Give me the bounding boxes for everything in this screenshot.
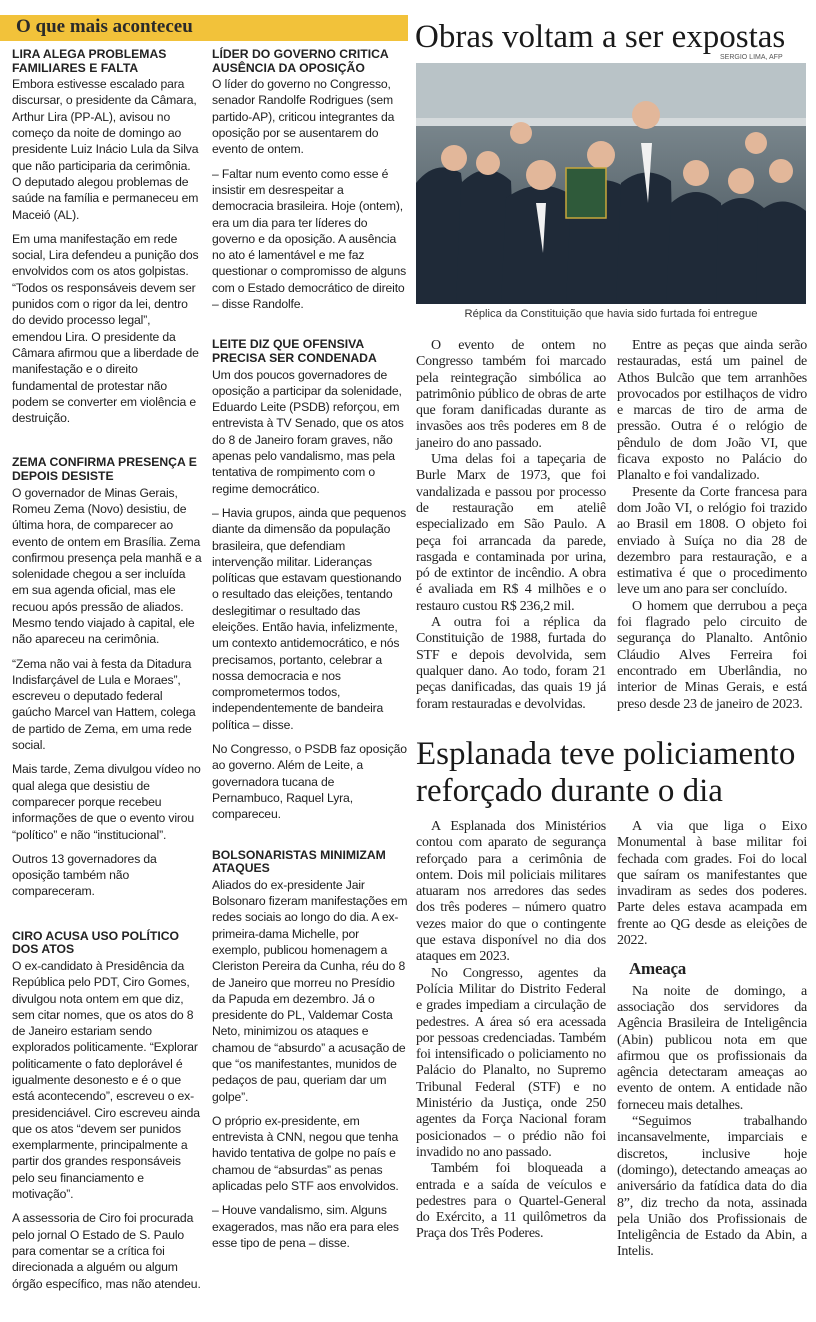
story-paragraph: No Congresso, o PSDB faz oposição ao governo. Além de Leite, a governadora tucana de Pernambuco, Raquel Lyra, compareceu. [212, 742, 407, 822]
middle-column [212, 48, 408, 1277]
story-paragraph: Aliados do ex-presidente Jair Bolsonaro fizeram manifestações em redes sociais ao longo do dia. A ex-primeira-dama Michelle, por exemplo, publicou homenagem a Cleriston Pereira da Cunha, réu do 8 de Janeiro que morreu no Presídio da Papuda em dezembro. Já o presidente do PL, Valdemar Costa Neto, minimizou os ataques e chamou de “absurdo” a acusação de que “os manifestantes, munidos de pedaços de pau, queriam dar um golpe”. [212, 877, 408, 1104]
article-paragraph: Também foi bloqueada a entrada e a saída de veículos e pedestres para o Quartel-General do Exército, a 11 quilômetros da Praça dos Três Poderes. [416, 1161, 606, 1242]
story-paragraph: O líder do governo no Congresso, senador Randolfe Rodrigues (sem partido-AP), criticou integrantes da oposição por se ausentarem do evento de ontem. [212, 77, 395, 157]
article-paragraph: Presente da Corte francesa para dom João VI, o relógio foi trazido ao Brasil em 1808. O objeto foi enviado à Suíça no dia 28 de dezembro para restauração, e a estimativa é que o procedimento leve um ano para ser concluído. [617, 484, 807, 598]
story-paragraph: Em uma manifestação em rede social, Lira defendeu a punição dos envolvidos com os atos golpistas. “Todos os responsáveis devem ser punidos com o rigor da lei, dentro do devido processo legal”, emendou Lira. O presidente da Câmara afirmou que a liberdade de manifestação e o direito fundamental de protestar não podem se converter em violência e destruição. [12, 231, 199, 426]
article-paragraph: A outra foi a réplica da Constituição de 1988, furtada do STF e depois devolvida, sem qualquer dano. Ao todo, foram 21 peças danificadas, das quais 19 já foram restauradas e devolvidas. [416, 615, 606, 712]
article2-subhead: Ameaça [629, 959, 687, 979]
story-paragraph: Embora estivesse escalado para discursar, o presidente da Câmara, Arthur Lira (PP-AL), avisou no começo da noite de domingo ao presidente Luiz Inácio Lula da Silva que não participaria da cerimônia. O deputado alegou problemas de saúde na família e permaneceu em Maceió (AL). [12, 77, 199, 222]
article2-column-1 [416, 819, 606, 1243]
story-paragraph: Mais tarde, Zema divulgou vídeo no qual alega que desistiu de comparecer porque recebeu informações de que o evento virou “político” e não “institucional”. [12, 762, 201, 842]
story-paragraph: “Zema não vai à festa da Ditadura Indisfarçável de Lula e Moraes”, escreveu o deputado federal gaúcho Marcel van Hattem, colega de partido de Zema, em uma rede social. [12, 656, 196, 753]
article2-title: Esplanada teve policiamento reforçado durante o dia [416, 736, 796, 809]
left-column [12, 48, 202, 1322]
sidebar-story [212, 338, 408, 822]
photo-caption: Réplica da Constituição que havia sido furtada foi entregue [464, 308, 758, 320]
sidebar-story [212, 48, 408, 312]
article-paragraph: No Congresso, agentes da Polícia Militar do Distrito Federal e grades impediam a circulação de pedestres. A área só era acessada por pessoas credenciadas. Também foi intensificado o policiamento no Palácio do Planalto, no Supremo Tribunal Federal (STF) e no Ministério da Justiça, onde 250 agentes da Força Nacional foram posicionados – o prédio não foi invadido no ano passado. [416, 965, 606, 1160]
article-paragraph: Na noite de domingo, a associação dos servidores da Agência Brasileira de Inteligência (Abin) publicou nota em que afirmou que os profissionais da agência detectaram ameaças ao evento de ontem. A entidade não forneceu mais detalhes. [617, 983, 807, 1113]
story-headline: LEITE DIZ QUE OFENSIVA PRECISA SER CONDENADA [212, 337, 377, 365]
story-headline: LÍDER DO GOVERNO CRITICA AUSÊNCIA DA OPOSIÇÃO [212, 47, 389, 75]
story-paragraph: A assessoria de Ciro foi procurada pelo jornal O Estado de S. Paulo para comentar se a crítica foi direcionada a alguém ou algum órgão específico, mas não atendeu. [12, 1211, 201, 1291]
story-paragraph: O próprio ex-presidente, em entrevista à CNN, negou que tenha havido tentativa de golpe no país e chamou de “absurdas” as penas aplicadas pelo STF aos envolvidos. [212, 1113, 399, 1194]
sidebar-story [212, 849, 408, 1252]
ceremony-photo [416, 63, 806, 304]
story-paragraph: – Havia grupos, ainda que pequenos diante da dimensão da população brasileira, que defendiam intervenção militar. Lideranças políticas que estavam questionando o resultado das eleições, tentando deslegitimar o resultado das eleições. Então havia, infelizmente, um contexto antidemocrático, e nós precisamos, portanto, celebrar a nossa democracia e nos comprometermos todos, independentemente de bandeira política – disse. [212, 505, 407, 732]
ceremony-photo-illustration [416, 63, 806, 304]
story-paragraph: O ex-candidato à Presidência da República pelo PDT, Ciro Gomes, divulgou nota ontem em que diz, sem citar nomes, que os atos do 8 de Janeiro estariam sendo explorados politicamente. “Explorar politicamente o fato deplorável é igualmente desonesto e é o que está acontecendo”, escreveu o ex-presidenciável. Ciro escreveu ainda que os atos “devem ser punidos exemplarmente, principalmente a partir dos grandes responsáveis pelo seu financiamento e motivação”. [12, 958, 200, 1202]
article1-title: Obras voltam a ser expostas [415, 19, 786, 55]
article-paragraph: “Seguimos trabalhando incansavelmente, imparciais e discretos, inclusive hoje (domingo), detectando ameaças ao aniversário da fatídica data do dia 8”, diz trecho da nota, assinada pela União dos Profissionais de Inteligência de Estado da Abin, a Intelis. [617, 1114, 807, 1260]
story-paragraph: – Houve vandalismo, sim. Alguns exagerados, mas não era para eles esse tipo de pena – disse. [212, 1203, 399, 1250]
story-headline: ZEMA CONFIRMA PRESENÇA E DEPOIS DESISTE [12, 455, 197, 484]
photo-credit: SERGIO LIMA, AFP [720, 54, 783, 61]
article2-column-2 [617, 819, 807, 1261]
article-paragraph: O homem que derrubou a peça foi flagrado pelo circuito de segurança do Planalto. Antônio Cláudio Alves Ferreira foi encontrado em Uberlândia, no interior de Minas Gerais, e está preso desde 23 de janeiro de 2023. [617, 598, 807, 712]
section-header-title: O que mais aconteceu [16, 16, 193, 37]
story-headline: CIRO ACUSA USO POLÍTICO DOS ATOS [12, 928, 180, 957]
article-paragraph: A via que liga o Eixo Monumental à base militar foi fechada com grades. Foi do local que saíram os manifestantes que invadiram as sedes dos poderes. Parte deles estava acampada em frente ao QG desde as eleições de 2022. [617, 819, 807, 949]
article1-column-2 [617, 338, 807, 713]
story-paragraph: Outros 13 governadores da oposição também não compareceram. [12, 851, 157, 899]
story-paragraph: O governador de Minas Gerais, Romeu Zema (Novo) desistiu, de última hora, de comparecer ao evento de ontem em Brasília. Zema confirmou presença pela manhã e a solenidade chegou a ser incluída em sua agenda oficial, mas ele recuou após pressão de aliados. Mesmo tendo viajado à capital, ele não apareceu na cerimônia. [12, 485, 202, 647]
sidebar-story [12, 48, 202, 426]
story-paragraph: – Faltar num evento como esse é insistir em desrespeitar a democracia brasileira. Hoje (ontem), era um dia para ter líderes do governo e da oposição. A ausência no ato é lamentável e me faz questionar o compromisso de alguns com o Estado democrático de direito – disse Randolfe. [212, 166, 407, 312]
article-paragraph: A Esplanada dos Ministérios contou com aparato de segurança reforçado para a cerimônia de ontem. Dois mil policiais militares atuaram nos arredores das sedes dos três poderes – número quatro vezes maior do que o contingente que estava disponível no dia dos ataques em 2023. [416, 819, 606, 965]
article1-column-1 [416, 338, 606, 713]
article-paragraph: Entre as peças que ainda serão restauradas, está um painel de Athos Bulcão que tem arranhões provocados por estilhaços de vidro e marcas de tiro de arma de pressão. Outra é o relógio de pêndulo de dom João VI, que ficava exposto no Palácio do Planalto e foi vandalizado. [617, 338, 807, 484]
story-headline: BOLSONARISTAS MINIMIZAM ATAQUES [212, 847, 386, 876]
article-paragraph: Uma delas foi a tapeçaria de Burle Marx de 1973, que foi vandalizada e passou por processo de restauração em ateliê especializado em São Paulo. A peça foi arrancada da parede, rasgada e contaminada por urina, pó de extintor de incêndio. A obra é avaliada em R$ 4 milhões e o restauro custou R$ 236,2 mil. [416, 452, 606, 614]
sidebar-story [12, 456, 202, 899]
article-paragraph: O evento de ontem no Congresso também foi marcado pela reintegração simbólica ao patrimônio público de obras de arte que foram danificadas durante as invasões aos três poderes em 8 de janeiro do ano passado. [416, 338, 606, 451]
section-header-bar [0, 15, 408, 41]
story-headline: LIRA ALEGA PROBLEMAS FAMILIARES E FALTA [12, 47, 167, 75]
sidebar-story [12, 930, 202, 1292]
story-paragraph: Um dos poucos governadores de oposição a participar da solenidade, Eduardo Leite (PSDB) reforçou, em entrevista à TV Senado, que os atos do 8 de Janeiro foram graves, não apenas pelo vandalismo, mas pela tentativa de rompimento com o regime democrático. [212, 367, 404, 496]
